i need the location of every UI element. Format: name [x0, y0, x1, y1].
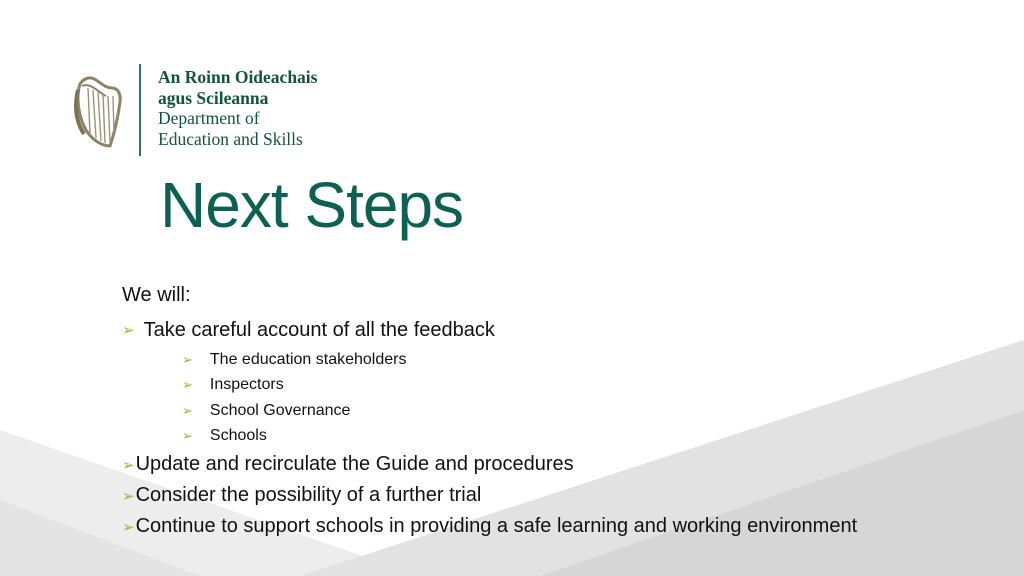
department-logo: [72, 64, 342, 156]
list-item-text: Take careful account of all the feedback: [143, 318, 495, 341]
list-item: [122, 511, 857, 542]
list-item: [122, 480, 857, 511]
list-item-text: Continue to support schools in providing a safe learning and working environment: [135, 515, 858, 537]
bullet-list: [122, 315, 857, 542]
arrowhead-bullet-icon: ➢: [122, 456, 135, 474]
sub-list-item-text: Inspectors: [209, 376, 284, 394]
logo-line-english-2: Education and Skills: [158, 128, 303, 149]
sub-list-item: [182, 347, 857, 373]
arrowhead-bullet-icon: ➢: [122, 322, 135, 339]
logo-divider: [139, 64, 141, 156]
arrowhead-bullet-icon: ➢: [182, 377, 193, 393]
list-item-text: Update and recirculate the Guide and procedures: [135, 453, 574, 475]
list-item: [122, 315, 857, 345]
logo-line-irish-2: agus Scileanna: [158, 87, 269, 108]
harp-emblem-icon: [72, 72, 124, 148]
list-item-text: Consider the possibility of a further trial: [135, 484, 482, 506]
sub-list-item: [182, 398, 857, 424]
logo-line-irish-1: An Roinn Oideachais: [158, 67, 318, 87]
sub-list-item-text: The education stakeholders: [209, 350, 407, 368]
arrowhead-bullet-icon: ➢: [182, 351, 193, 367]
arrowhead-bullet-icon: ➢: [122, 487, 135, 505]
arrowhead-bullet-icon: ➢: [182, 428, 193, 444]
slide-title: Next Steps: [160, 169, 464, 241]
sub-list-item-text: School Governance: [209, 401, 351, 419]
logo-line-english-1: Department of: [158, 108, 260, 128]
sub-list-item: [182, 373, 857, 399]
list-item: [122, 449, 857, 480]
sub-list-item-text: Schools: [209, 427, 267, 445]
sub-list-item: [182, 424, 857, 450]
slide-body: [122, 284, 857, 542]
arrowhead-bullet-icon: ➢: [122, 518, 135, 536]
intro-text: We will:: [122, 284, 191, 306]
arrowhead-bullet-icon: ➢: [182, 402, 193, 418]
department-name: [158, 67, 317, 149]
